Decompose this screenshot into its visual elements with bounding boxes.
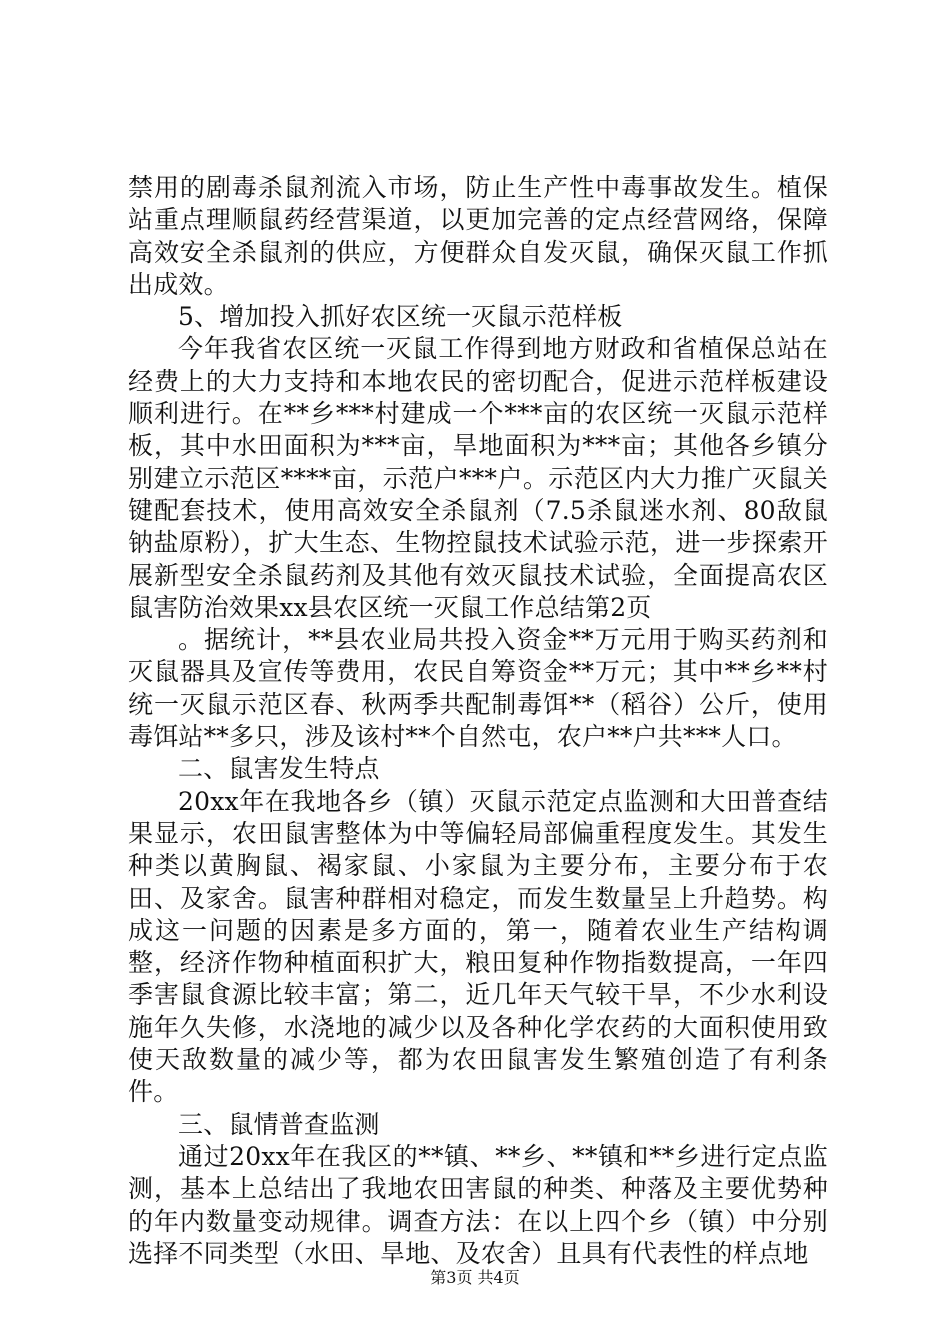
paragraph-characteristics: 20xx年在我地各乡（镇）灭鼠示范定点监测和大田普查结果显示，农田鼠害整体为中等偏轻局部偏重程度发生。其发生种类以黄胸鼠、褐家鼠、小家鼠为主要分布，主要分布于农田、及家舍。鼠害种群相对稳定，而发生数量呈上升趋势。构成这一问题的因素是多方面的，第一，随着农业生产结构调整，经济作物种植面积扩大，粮田复种作物指数提高，一年四季害鼠食源比较丰富；第二，近几年天气较干旱，不少水利设施年久失修，水浇地的减少以及各种化学农药的大面积使用致使天敌数量的减少等，都为农田鼠害发生繁殖创造了有利条件。 (128, 786, 828, 1107)
document-body (128, 172, 828, 1270)
section-heading-3: 三、鼠情普查监测 (178, 1109, 380, 1139)
paragraph-statistics: 。据统计，**县农业局共投入资金**万元用于购买药剂和灭鼠器具及宣传等费用，农民自筹资金**万元；其中**乡**村统一灭鼠示范区春、秋两季共配制毒饵**（稻谷）公斤，使用毒饵站**多只，涉及该村**个自然屯，农户**户共***人口。 (128, 625, 828, 752)
section-heading-2: 二、鼠害发生特点 (178, 754, 380, 784)
paragraph-demonstration: 今年我省农区统一灭鼠工作得到地方财政和省植保总站在经费上的大力支持和本地农民的密切配合，促进示范样板建设顺利进行。在**乡***村建成一个***亩的农区统一灭鼠示范样板，其中水田面积为***亩，旱地面积为***亩；其他各乡镇分别建立示范区****亩，示范户***户。示范区内大力推广灭鼠关键配套技术，使用高效安全杀鼠剂（7.5杀鼠迷水剂、80敌鼠钠盐原粉），扩大生态、生物控鼠技术试验示范，进一步探索开展新型安全杀鼠药剂及其他有效灭鼠技术试验，全面提高农区鼠害防治效果xx县农区统一灭鼠工作总结第2页 (128, 334, 828, 622)
section-heading-5: 5、增加投入抓好农区统一灭鼠示范样板 (178, 302, 623, 332)
paragraph-continuation: 禁用的剧毒杀鼠剂流入市场，防止生产性中毒事故发生。植保站重点理顺鼠药经营渠道，以更加完善的定点经营网络，保障高效安全杀鼠剂的供应，方便群众自发灭鼠，确保灭鼠工作抓出成效。 (128, 173, 828, 299)
page-footer (0, 1268, 950, 1288)
page-number: 第3页 共4页 (430, 1268, 520, 1287)
paragraph-monitoring: 通过20xx年在我区的**镇、**乡、**镇和**乡进行定点监测，基本上总结出了我地农田害鼠的种类、种落及主要优势种的年内数量变动规律。调查方法：在以上四个乡（镇）中分别选择不同类型（水田、旱地、及农舍）且具有代表性的样点地 (128, 1141, 828, 1268)
